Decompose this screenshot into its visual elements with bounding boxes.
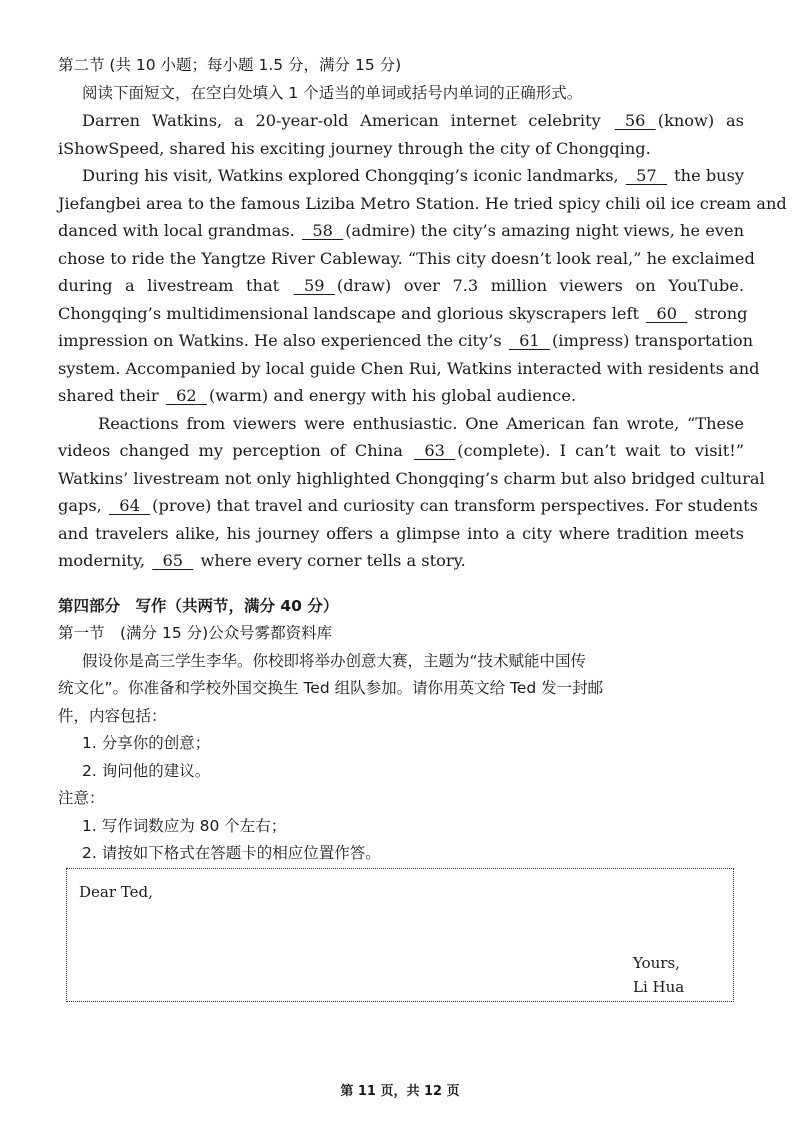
passage-line: system. Accompanied by local guide Chen Rui, Watkins interacted with residents and	[58, 358, 760, 378]
blank-64: 64	[108, 496, 151, 515]
passage-line: Darren Watkins, a 20-year-old American internet celebrity 56 (know) as	[58, 107, 744, 135]
blank-63: 63	[414, 441, 456, 460]
prompt-item: 1. 分享你的创意；	[82, 734, 211, 752]
passage-line: Reactions from viewers were enthusiastic. One American fan wrote, “These	[98, 413, 744, 433]
blank-61: 61	[508, 331, 550, 350]
blank-65: 65	[152, 551, 194, 570]
note-item: 2. 请按如下格式在答题卡的相应位置作答。	[82, 844, 381, 862]
passage-line: Watkins’ livestream not only highlighted Chongqing’s charm but also bridged cultural	[58, 468, 765, 488]
letter-closing: Yours,	[633, 954, 680, 972]
part4-header: 第四部分 写作（共两节，满分 40 分）	[58, 596, 339, 615]
letter-format-box	[66, 868, 734, 1002]
blank-57: 57	[625, 166, 668, 185]
writing-prompt: 件，内容包括：	[58, 706, 167, 725]
passage-line: and travelers alike, his journey offers a glimpse into a city where tradition meets	[58, 523, 744, 543]
passage-line: During his visit, Watkins explored Chongqing’s iconic landmarks, 57 the busy	[58, 162, 744, 190]
passage-line: during a livestream that 59 (draw) over 7.3 million viewers on YouTube.	[58, 272, 744, 300]
letter-signature: Li Hua	[633, 978, 685, 996]
blank-59: 59	[293, 276, 335, 295]
blank-60: 60	[646, 303, 688, 323]
passage-line: impression on Watkins. He also experienced the city’s 61 (impress) transportation	[58, 327, 744, 355]
passage-line: danced with local grandmas. 58 (admire) the city’s amazing night views, he even	[58, 217, 744, 245]
page-content	[58, 52, 787, 868]
page-number: 第 11 页，共 12 页	[340, 1084, 460, 1099]
passage-line: modernity, 65 where every corner tells a story.	[58, 547, 744, 575]
prompt-item: 2. 询问他的建议。	[82, 761, 211, 780]
passage-line: Jiefangbei area to the famous Liziba Metro Station. He tried spicy chili oil ice cream and	[58, 193, 787, 213]
blank-58: 58	[302, 221, 344, 240]
blank-56: 56	[614, 111, 656, 130]
passage-line: videos changed my perception of China 63 (complete). I can’t wait to visit!”	[58, 437, 744, 465]
section2-instruction: 阅读下面短文，在空白处填入 1 个适当的单词或括号内单词的正确形式。	[82, 83, 583, 102]
passage-line: Chongqing’s multidimensional landscape and glorious skyscrapers left 60 strong	[58, 300, 744, 328]
section2-header: 第二节 (共 10 小题；每小题 1.5 分，满分 15 分)	[58, 56, 402, 74]
note-item: 1. 写作词数应为 80 个左右；	[82, 816, 287, 835]
part4-subheader: 第一节 (满分 15 分)公众号雾都资料库	[58, 624, 333, 642]
passage-line: iShowSpeed, shared his exciting journey through the city of Chongqing.	[58, 138, 651, 158]
letter-signoff	[633, 951, 684, 999]
passage-line: gaps, 64 (prove) that travel and curiosity can transform perspectives. For students	[58, 492, 744, 520]
blank-62: 62	[165, 386, 207, 405]
passage-line: chose to ride the Yangtze River Cableway. “This city doesn’t look real,” he exclaimed	[58, 248, 755, 268]
note-label: 注意：	[58, 789, 105, 807]
writing-prompt: 假设你是高三学生李华。你校即将举办创意大赛，主题为“技术赋能中国传	[82, 651, 587, 670]
writing-prompt: 统文化”。你准备和学校外国交换生 Ted 组队参加。请你用英文给 Ted 发一封邮	[58, 679, 604, 697]
letter-greeting: Dear Ted,	[79, 883, 153, 901]
passage-line: shared their 62 (warm) and energy with his global audience.	[58, 382, 744, 410]
